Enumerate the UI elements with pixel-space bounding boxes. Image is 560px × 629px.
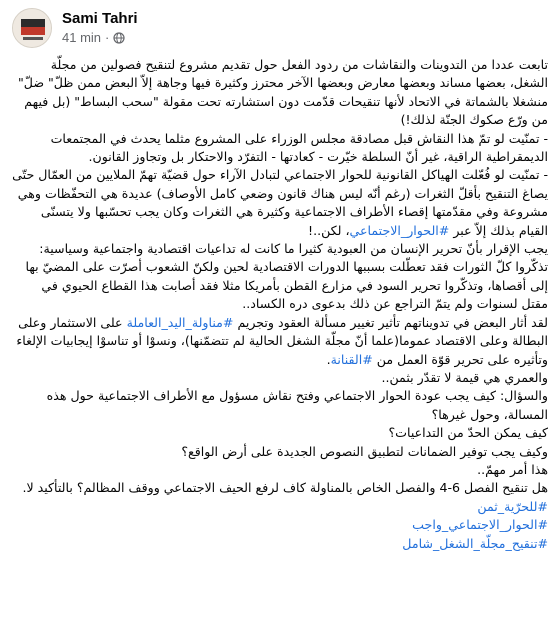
paragraph-text: والسؤال: كيف يجب عودة الحوار الاجتماعي وفتح نقاش مسؤول مع الأطراف الاجتماعية حول هذه المسالة، وحول غيرها؟ — [46, 388, 548, 422]
hashtag-list — [12, 498, 548, 553]
hashtag-link[interactable]: #مناولة_اليد_العاملة — [126, 314, 234, 330]
paragraph-text: هذا أمر مهمّ.. — [477, 461, 548, 477]
paragraph-text: كيف يمكن الحدّ من التداعيات؟ — [388, 425, 548, 441]
post-meta — [62, 30, 125, 45]
post-time[interactable]: 41 min — [62, 30, 102, 45]
post-header — [12, 8, 548, 48]
paragraph-text: - تمنّيت لو تمّ هذا النقاش قبل مصادقة مجلس الوزراء على المشروع مثلما يحدث في المجتمعات الديمقراطية الراقية، غير أنّ السلطة خيّرت - كعادتها - التفرّد والاحتكار بل وتجاوز القانون. — [50, 130, 548, 165]
post-paragraph — [12, 443, 548, 461]
hashtag-link[interactable]: #القنانة — [330, 351, 373, 367]
profile-picture — [13, 9, 52, 48]
avatar[interactable] — [12, 8, 52, 48]
hashtag-link[interactable]: #للحرّية_ثمن — [477, 498, 548, 514]
hashtag-link[interactable]: #الحوار_الاجتماعي_واجب — [412, 517, 548, 533]
hashtag-link[interactable]: #تنقيح_مجلّة_الشغل_شامل — [402, 535, 548, 551]
globe-icon[interactable] — [113, 32, 125, 44]
paragraph-text: . — [326, 351, 331, 367]
paragraph-text: - تمنّيت لو فُعّلت الهياكل القانونية للحوار الاجتماعي لتبادل الآراء حول قضيّة تهمّ الملايين من العمّال حتّى يصاغ التنقيح بأقلّ الثغرات (رغم أنّه ليس هناك قانون وضعي كامل الأوصاف) عديدة هي التحفّظات وهي مشروعة وفي مقدّمتها إقصاء الأطراف الاجتماعية وكثيرة هي الثغرات وكان يجب تحسّبها ولا يتسنّى القيام بذلك إلاّ عبر — [12, 167, 548, 238]
paragraph-text: تابعت عددا من التدوينات والنقاشات من ردود الفعل حول تقديم مشروع لتنقيح فصولين من مجلّة الشغل، بعضها مساند وبعضها معارض وبعضها الآخر محترز وكثيرة فيها وجاهة إلاّ البعض ممن ظلّ" ضلّ" منشغلا بالشماتة في الاتحاد لأنها تنقيحات قدّمت دون استشارته تحت مقولة "سحب البساط" (بل فيهم من ورّع صكوك الجنّة لذلك!) — [17, 57, 548, 128]
post-body — [12, 56, 548, 553]
post-paragraph — [12, 314, 548, 369]
hashtag-link[interactable]: #الحوار_الاجتماعي — [349, 222, 450, 238]
post-paragraph — [12, 130, 548, 167]
paragraph-text: ، لكن..! — [308, 222, 350, 238]
post-paragraph — [12, 369, 548, 387]
paragraph-text: على الاستثمار وعلى البطالة وعلى الاقتصاد عموما(علما أنّ مجلّة الشغل الحالية لم تتضمّنها)، ونسوْا أو تناسوْا إيجابيات الإلغاء وتأثيره على تحرير قوّة العمل من — [16, 314, 548, 367]
paragraph-text: لقد أثار البعض في تدويناتهم تأثير تغيير مسألة العقود وتجريم — [233, 314, 548, 330]
post-paragraph — [12, 240, 548, 314]
paragraph-text: وكيف يجب توفير الضمانات لتطبيق النصوص الجديدة على أرض الواقع؟ — [181, 443, 548, 459]
paragraph-text: يجب الإقرار بأنّ تحرير الإنسان من العبودية كثيرا ما كانت له تداعيات اقتصادية واجتماعية وسياسية: تذكّروا كلّ الثورات فقد تعطّلت بسببها الدورات الاقتصادية لحين ولكنّ الشعوب أصرّت على المضيّ بها إلى أقصاها، وتذكّروا تحرير السود في مزارع القطن بأمريكا مثلا فقد أصابت هذا القطاع الحيوي في مقتل لسنوات ولم يتمّ التراجع عن ذلك بدعوى دره الكساد.. — [25, 241, 548, 312]
post-paragraph — [12, 166, 548, 240]
post-paragraph — [12, 424, 548, 442]
post-paragraph — [12, 461, 548, 479]
meta-separator: · — [105, 30, 110, 45]
paragraph-text: والعمري هي قيمة لا تقدّر بثمن.. — [381, 369, 548, 385]
author-name[interactable]: Sami Tahri — [62, 10, 138, 27]
post-paragraph — [12, 387, 548, 424]
post-paragraph — [12, 56, 548, 130]
post-paragraph — [12, 479, 548, 497]
paragraph-text: هل تنقيح الفصل 6-4 والفصل الخاص بالمناولة كاف لرفع الحيف الاجتماعي ووقف المظالم؟ بالتأكيد لا. — [22, 480, 548, 496]
